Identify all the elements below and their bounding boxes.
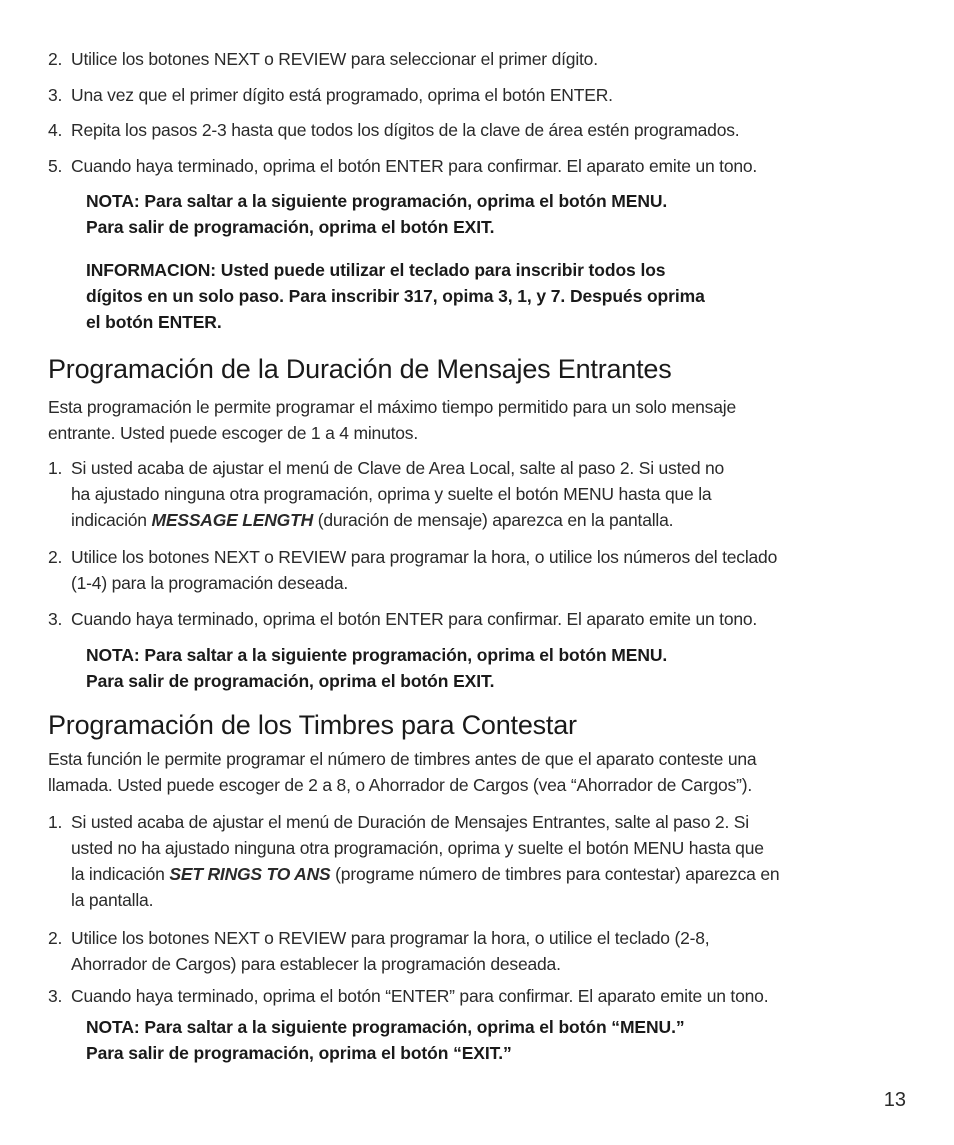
note-line: Para salir de programación, oprima el botón “EXIT.” <box>86 1043 512 1063</box>
note-block <box>86 642 886 694</box>
step-number: 1. <box>48 458 63 478</box>
step-text: Cuando haya terminado, oprima el botón ENTER para confirmar. El aparato emite un tono. <box>71 609 758 629</box>
step-number: 2. <box>48 547 63 567</box>
step-number: 3. <box>48 986 63 1006</box>
step-line: Utilice los botones NEXT o REVIEW para programar la hora, o utilice los números del teclado <box>71 547 778 567</box>
step-line: Utilice los botones NEXT o REVIEW para programar la hora, o utilice el teclado (2-8, <box>71 928 710 948</box>
step-number: 5. <box>48 156 63 176</box>
step-text: Cuando haya terminado, oprima el botón “ENTER” para confirmar. El aparato emite un tono. <box>71 986 769 1006</box>
list-item <box>48 983 908 1009</box>
step-line: Si usted acaba de ajustar el menú de Clave de Area Local, salte al paso 2. Si usted no <box>71 458 725 478</box>
section-intro <box>48 394 918 446</box>
intro-line: Esta función le permite programar el número de timbres antes de que el aparato conteste una <box>48 749 757 769</box>
step-number: 1. <box>48 812 63 832</box>
step-number: 4. <box>48 120 63 140</box>
intro-line: llamada. Usted puede escoger de 2 a 8, o Ahorrador de Cargos (vea “Ahorrador de Cargos”). <box>48 775 752 795</box>
display-indication: SET RINGS TO ANS <box>169 864 331 884</box>
list-item <box>48 544 908 596</box>
step-text: Cuando haya terminado, oprima el botón ENTER para confirmar. El aparato emite un tono. <box>71 156 758 176</box>
list-item <box>48 82 908 108</box>
info-line: el botón ENTER. <box>86 312 222 332</box>
step-line-prefix: la indicación <box>71 864 170 884</box>
note-block <box>86 1014 886 1066</box>
step-text <box>48 455 908 533</box>
section-heading: Programación de los Timbres para Contestar <box>48 710 577 740</box>
list-item <box>48 117 908 143</box>
note-line: Para salir de programación, oprima el botón EXIT. <box>86 217 495 237</box>
step-line-suffix: (duración de mensaje) aparezca en la pantalla. <box>313 510 674 530</box>
step-number: 3. <box>48 85 63 105</box>
section-intro <box>48 746 918 798</box>
step-number: 2. <box>48 49 63 69</box>
step-line: la pantalla. <box>71 890 154 910</box>
step-text: Una vez que el primer dígito está programado, oprima el botón ENTER. <box>71 85 613 105</box>
step-text <box>48 809 908 913</box>
note-line: NOTA: Para saltar a la siguiente programación, oprima el botón MENU. <box>86 645 668 665</box>
step-line-prefix: indicación <box>71 510 152 530</box>
section-heading: Programación de la Duración de Mensajes Entrantes <box>48 354 672 384</box>
step-text: Utilice los botones NEXT o REVIEW para seleccionar el primer dígito. <box>71 49 598 69</box>
info-line: dígitos en un solo paso. Para inscribir 317, opima 3, 1, y 7. Después oprima <box>86 286 705 306</box>
page-number: 13 <box>883 1089 906 1111</box>
info-block <box>86 257 886 335</box>
intro-line: entrante. Usted puede escoger de 1 a 4 minutos. <box>48 423 419 443</box>
display-indication: MESSAGE LENGTH <box>151 510 314 530</box>
note-line: Para salir de programación, oprima el botón EXIT. <box>86 671 495 691</box>
step-number: 2. <box>48 928 63 948</box>
list-item <box>48 925 908 977</box>
step-line: Si usted acaba de ajustar el menú de Duración de Mensajes Entrantes, salte al paso 2. Si <box>71 812 749 832</box>
intro-line: Esta programación le permite programar el máximo tiempo permitido para un solo mensaje <box>48 397 736 417</box>
step-line: Ahorrador de Cargos) para establecer la programación deseada. <box>71 954 561 974</box>
info-line: INFORMACION: Usted puede utilizar el teclado para inscribir todos los <box>86 260 666 280</box>
step-number: 3. <box>48 609 63 629</box>
note-line: NOTA: Para saltar a la siguiente programación, oprima el botón MENU. <box>86 191 668 211</box>
list-item <box>48 46 908 72</box>
step-line: usted no ha ajustado ninguna otra programación, oprima y suelte el botón MENU hasta que <box>71 838 764 858</box>
list-item <box>48 606 908 632</box>
list-item <box>48 809 908 913</box>
list-item <box>48 455 908 533</box>
step-line: ha ajustado ninguna otra programación, oprima y suelte el botón MENU hasta que la <box>71 484 712 504</box>
step-line-suffix: (programe número de timbres para contestar) aparezca en <box>330 864 780 884</box>
step-text: Repita los pasos 2-3 hasta que todos los dígitos de la clave de área estén programados. <box>71 120 740 140</box>
step-text <box>48 544 908 596</box>
step-line: (1-4) para la programación deseada. <box>71 573 349 593</box>
note-block <box>86 188 886 240</box>
note-line: NOTA: Para saltar a la siguiente programación, oprima el botón “MENU.” <box>86 1017 685 1037</box>
list-item <box>48 153 908 179</box>
step-text <box>48 925 908 977</box>
